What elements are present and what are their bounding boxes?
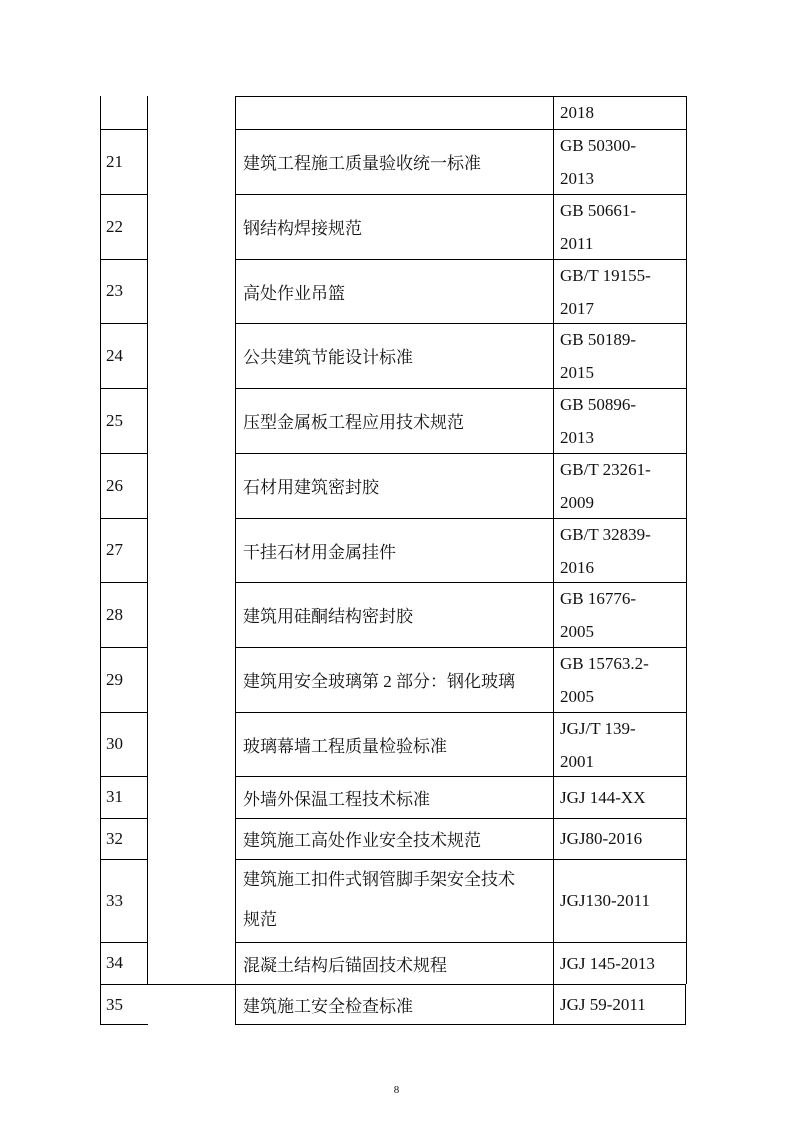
standard-year: 2001 <box>560 752 594 771</box>
standard-year: 2005 <box>560 687 594 706</box>
row-22-standard <box>560 194 636 260</box>
grid-line <box>100 453 148 454</box>
row-25-number: 25 <box>106 410 123 430</box>
row-30-number: 30 <box>106 734 123 753</box>
grid-line <box>235 129 687 130</box>
row-25-standard <box>560 388 636 454</box>
row-35-name: 建筑施工安全检查标准 <box>243 997 413 1016</box>
standard-year: 2011 <box>560 234 594 253</box>
grid-line <box>100 582 148 583</box>
row-27-standard <box>560 518 651 584</box>
grid-line <box>100 942 148 943</box>
grid-line <box>235 453 687 454</box>
row-31-number: 31 <box>106 787 123 806</box>
grid-line <box>100 259 148 260</box>
row-26-standard <box>560 453 651 519</box>
standard-code: GB 50661- <box>560 201 637 220</box>
row-34-name: 混凝土结构后锚固技术规程 <box>243 955 447 975</box>
row-28-name: 建筑用硅酮结构密封胶 <box>243 607 413 626</box>
standard-year: 2016 <box>560 558 594 577</box>
standard-code: GB 50189- <box>560 330 637 349</box>
row-23-standard <box>560 259 651 325</box>
row-25-name: 压型金属板工程应用技术规范 <box>243 413 464 432</box>
grid-line <box>100 1024 148 1025</box>
page-number: 8 <box>393 1084 400 1096</box>
row-21-name: 建筑工程施工质量验收统一标准 <box>243 154 481 173</box>
grid-line <box>235 96 687 97</box>
row-31-standard: JGJ 144-XX <box>560 787 646 807</box>
standard-code: 2018 <box>560 103 594 122</box>
row-21-number: 21 <box>106 151 123 171</box>
grid-line <box>235 518 687 519</box>
standard-year: 2013 <box>560 428 594 447</box>
grid-line <box>100 518 148 519</box>
row-32-name: 建筑施工高处作业安全技术规范 <box>243 831 481 850</box>
row-35-standard: JGJ 59-2011 <box>560 995 646 1014</box>
row-33-name <box>243 859 515 940</box>
row-22-number: 22 <box>106 216 123 236</box>
grid-line <box>235 582 687 583</box>
standard-code: GB 16776- <box>560 589 637 608</box>
grid-line <box>100 388 148 389</box>
standard-year: 2015 <box>560 363 594 382</box>
row-23-name: 高处作业吊篮 <box>243 283 345 303</box>
row-21-standard <box>560 129 636 195</box>
row-0-standard <box>560 96 594 129</box>
row-35-number: 35 <box>106 994 123 1014</box>
grid-line <box>100 194 148 195</box>
standard-code: GB/T 23261- <box>560 460 651 479</box>
standard-code: GB 15763.2- <box>560 654 649 673</box>
standard-code: GB 50300- <box>560 136 637 155</box>
row-24-name: 公共建筑节能设计标准 <box>243 348 413 367</box>
grid-line <box>100 712 148 713</box>
grid-line <box>100 818 148 819</box>
row-30-name: 玻璃幕墙工程质量检验标准 <box>243 736 447 756</box>
grid-line <box>100 776 148 777</box>
grid-line <box>235 859 687 860</box>
standard-code: GB 50896- <box>560 395 637 414</box>
name-line-2: 规范 <box>243 910 277 929</box>
row-34-standard: JGJ 145-2013 <box>560 953 655 973</box>
standard-year: 2013 <box>560 169 594 188</box>
row-30-standard <box>560 712 636 778</box>
row-22-name: 钢结构焊接规范 <box>243 219 362 238</box>
row-23-number: 23 <box>106 281 123 300</box>
row-26-name: 石材用建筑密封胶 <box>243 478 379 497</box>
grid-line <box>235 776 687 777</box>
row-31-name: 外墙外保温工程技术标准 <box>243 789 430 809</box>
row-32-number: 32 <box>106 828 123 848</box>
grid-line <box>235 194 687 195</box>
row-28-number: 28 <box>106 604 123 624</box>
grid-line <box>686 96 687 984</box>
grid-line <box>235 647 687 648</box>
standard-code: JGJ/T 139- <box>560 719 636 738</box>
row-33-number: 33 <box>106 890 123 910</box>
row-24-number: 24 <box>106 345 123 365</box>
row-26-number: 26 <box>106 475 123 495</box>
name-line-1: 建筑施工扣件式钢管脚手架安全技术 <box>243 870 515 889</box>
standard-year: 2005 <box>560 622 594 641</box>
grid-line <box>100 129 148 130</box>
row-29-standard <box>560 647 649 713</box>
row-34-number: 34 <box>106 953 123 972</box>
grid-line <box>235 388 687 389</box>
grid-line <box>235 259 687 260</box>
row-29-name: 建筑用安全玻璃第 2 部分：钢化玻璃 <box>243 672 515 691</box>
grid-line <box>235 96 236 1025</box>
grid-line <box>100 859 148 860</box>
grid-line <box>553 96 554 1025</box>
grid-line <box>100 984 686 985</box>
grid-line <box>685 984 686 1025</box>
grid-line <box>235 818 687 819</box>
grid-line <box>100 96 101 1025</box>
row-27-name: 干挂石材用金属挂件 <box>243 542 396 562</box>
row-27-number: 27 <box>106 540 123 559</box>
row-28-standard <box>560 582 636 648</box>
grid-line <box>100 323 148 324</box>
grid-line <box>235 1024 686 1025</box>
row-32-standard: JGJ80-2016 <box>560 829 643 848</box>
grid-line <box>235 712 687 713</box>
row-24-standard <box>560 323 636 389</box>
standard-code: GB/T 32839- <box>560 525 651 544</box>
grid-line <box>235 942 687 943</box>
standard-year: 2009 <box>560 493 594 512</box>
row-29-number: 29 <box>106 669 123 689</box>
grid-line <box>235 323 687 324</box>
standard-year: 2017 <box>560 299 594 318</box>
grid-line <box>100 647 148 648</box>
row-33-standard: JGJ130-2011 <box>560 891 651 910</box>
standard-code: GB/T 19155- <box>560 266 651 285</box>
grid-line <box>147 96 148 984</box>
